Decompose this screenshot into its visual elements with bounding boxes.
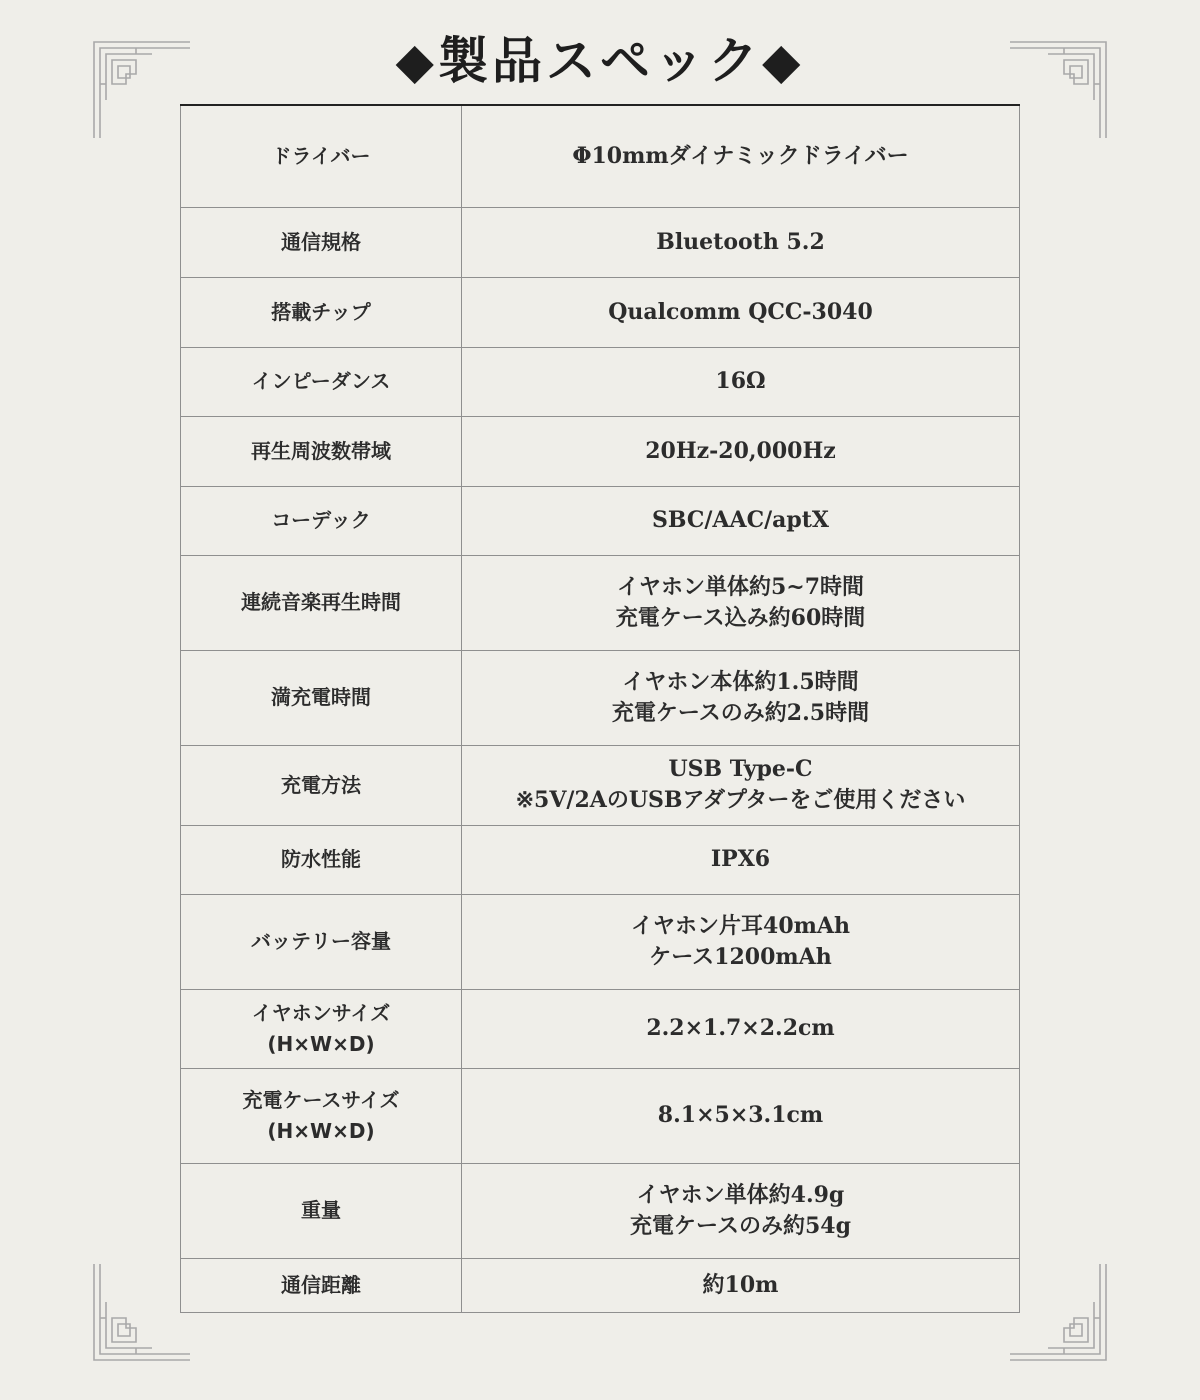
spec-row xyxy=(181,1163,1020,1258)
spec-label: コーデック xyxy=(271,508,371,532)
spec-value: 充電ケースのみ約54g xyxy=(630,1212,851,1239)
spec-label-cell xyxy=(181,825,462,894)
spec-value: イヤホン単体約5~7時間 xyxy=(616,573,865,600)
spec-value: IPX6 xyxy=(710,846,771,872)
spec-label-cell xyxy=(181,207,462,277)
spec-value-cell xyxy=(462,105,1020,207)
spec-value-cell xyxy=(462,416,1020,486)
spec-label-cell xyxy=(181,416,462,486)
spec-value-cell xyxy=(462,894,1020,989)
spec-label: 搭載チップ xyxy=(271,299,371,324)
spec-value-cell xyxy=(462,207,1020,277)
spec-value-cell xyxy=(462,277,1020,347)
spec-label: 防水性能 xyxy=(281,847,361,871)
spec-label: バッテリー容量 xyxy=(251,929,391,953)
spec-label-cell xyxy=(181,1258,462,1312)
spec-value: Qualcomm QCC-3040 xyxy=(608,298,873,325)
spec-value: 充電ケースのみ約2.5時間 xyxy=(611,699,870,726)
spec-row xyxy=(181,207,1020,277)
spec-value: ケース1200mAh xyxy=(649,943,832,970)
spec-row xyxy=(181,105,1020,207)
spec-row xyxy=(181,416,1020,486)
spec-label: 重量 xyxy=(301,1198,341,1222)
spec-label: 通信距離 xyxy=(281,1272,361,1297)
spec-label: 通信規格 xyxy=(281,229,361,254)
spec-row xyxy=(181,277,1020,347)
spec-value: 約10m xyxy=(702,1271,779,1298)
spec-label: 充電方法 xyxy=(281,772,361,797)
spec-label-cell xyxy=(181,650,462,745)
spec-row xyxy=(181,989,1020,1068)
spec-value-cell xyxy=(462,650,1020,745)
spec-row xyxy=(181,1068,1020,1163)
spec-row xyxy=(181,745,1020,825)
spec-value: 2.2×1.7×2.2cm xyxy=(646,1015,835,1041)
page-title: ◆製品スペック◆ xyxy=(395,31,805,90)
spec-row xyxy=(181,1258,1020,1312)
spec-label: 再生周波数帯域 xyxy=(251,438,391,463)
spec-label: 充電ケースサイズ xyxy=(242,1087,400,1112)
spec-value: 8.1×5×3.1cm xyxy=(657,1102,824,1128)
spec-value-cell xyxy=(462,1163,1020,1258)
spec-value: SBC/AAC/aptX xyxy=(652,507,829,533)
spec-value: 16Ω xyxy=(715,368,766,394)
spec-value-cell xyxy=(462,1068,1020,1163)
spec-label-cell xyxy=(181,555,462,650)
spec-label-cell xyxy=(181,347,462,416)
spec-label-cell xyxy=(181,105,462,207)
spec-row xyxy=(181,825,1020,894)
corner-ornament-bottom-right xyxy=(1008,1262,1108,1362)
spec-value: イヤホン片耳40mAh xyxy=(631,912,850,939)
spec-label-cell xyxy=(181,1068,462,1163)
spec-label: イヤホンサイズ xyxy=(251,1000,391,1025)
spec-value-cell xyxy=(462,989,1020,1068)
spec-row xyxy=(181,486,1020,555)
spec-value: イヤホン本体約1.5時間 xyxy=(622,668,859,695)
spec-row xyxy=(181,894,1020,989)
spec-value: イヤホン単体約4.9g xyxy=(636,1181,845,1208)
spec-label: 満充電時間 xyxy=(271,685,371,709)
spec-value: ※5V/2AのUSBアダプターをご使用ください xyxy=(515,787,966,813)
spec-table xyxy=(180,104,1020,1313)
spec-label: 連続音楽再生時間 xyxy=(241,590,401,614)
spec-value: 充電ケース込み約60時間 xyxy=(615,604,866,631)
spec-label: インピーダンス xyxy=(251,369,391,393)
spec-value-cell xyxy=(462,745,1020,825)
spec-label: (H×W×D) xyxy=(267,1118,375,1143)
corner-ornament-bottom-left xyxy=(92,1262,192,1362)
spec-label: ドライバー xyxy=(271,143,371,168)
spec-row xyxy=(181,555,1020,650)
spec-value: Bluetooth 5.2 xyxy=(656,228,825,255)
spec-row xyxy=(181,650,1020,745)
spec-label-cell xyxy=(181,1163,462,1258)
spec-row xyxy=(181,347,1020,416)
spec-label-cell xyxy=(181,745,462,825)
spec-value-cell xyxy=(462,825,1020,894)
spec-value: Φ10mmダイナミックドライバー xyxy=(572,142,909,169)
spec-value-cell xyxy=(462,555,1020,650)
spec-table-body xyxy=(181,105,1020,1312)
spec-value: USB Type-C xyxy=(668,756,813,782)
spec-label: (H×W×D) xyxy=(267,1031,375,1056)
spec-label-cell xyxy=(181,894,462,989)
spec-value-cell xyxy=(462,486,1020,555)
spec-value-cell xyxy=(462,347,1020,416)
spec-label-cell xyxy=(181,486,462,555)
spec-value: 20Hz-20,000Hz xyxy=(645,437,836,464)
spec-label-cell xyxy=(181,277,462,347)
spec-label-cell xyxy=(181,989,462,1068)
spec-value-cell xyxy=(462,1258,1020,1312)
